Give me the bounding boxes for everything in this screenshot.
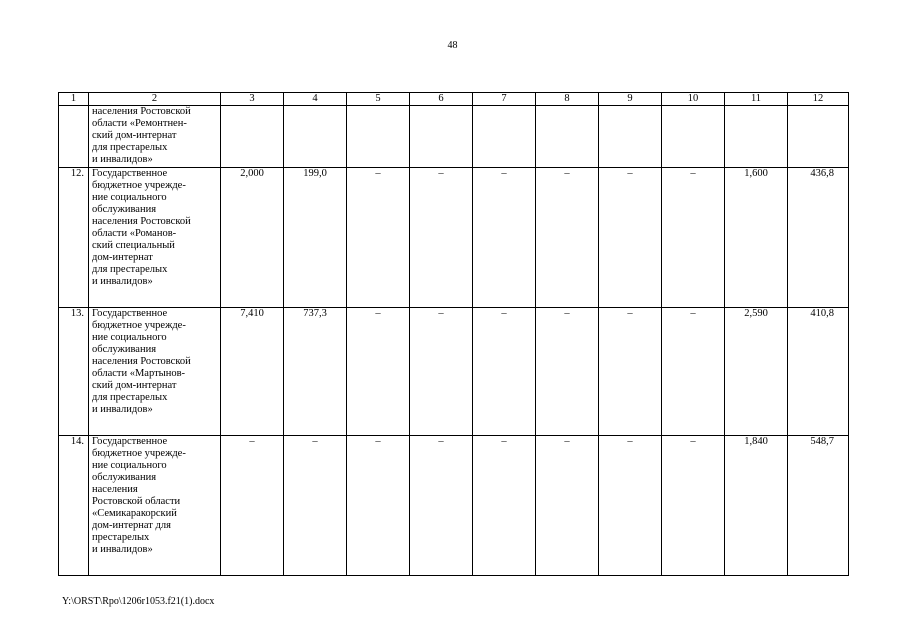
cell-col4: 737,3 [284,308,347,436]
row-number: 12. [59,168,89,308]
cell-col12: 548,7 [788,436,849,576]
cell-col8 [536,106,599,168]
cell-col11 [725,106,788,168]
cell-col3: 7,410 [221,308,284,436]
institution-name: населения Ростовской области «Ремонтнен- ский дом-интернат для престарелых и инвалидов» [89,106,221,168]
column-header: 1 [59,93,89,106]
cell-col9 [599,106,662,168]
cell-col8: – [536,168,599,308]
column-header: 6 [410,93,473,106]
cell-col5 [347,106,410,168]
column-header: 9 [599,93,662,106]
cell-col7 [473,106,536,168]
institution-name: Государственное бюджетное учрежде- ние социального обслуживания населения Ростовской области «Романов- ский специальный дом-интернат для престарелых и инвалидов» [89,168,221,308]
cell-col6 [410,106,473,168]
cell-col5: – [347,168,410,308]
table-row [59,436,849,576]
cell-col10 [662,106,725,168]
cell-col11: 2,590 [725,308,788,436]
row-number: 14. [59,436,89,576]
cell-col7: – [473,308,536,436]
cell-col10: – [662,308,725,436]
cell-col8: – [536,308,599,436]
institution-name: Государственное бюджетное учрежде- ние социального обслуживания населения Ростовской области «Мартынов- ский дом-интернат для престарелых и инвалидов» [89,308,221,436]
cell-col4 [284,106,347,168]
cell-col9: – [599,436,662,576]
cell-col3: 2,000 [221,168,284,308]
cell-col6: – [410,436,473,576]
cell-col6: – [410,308,473,436]
column-header: 2 [89,93,221,106]
data-table [58,92,849,576]
cell-col12 [788,106,849,168]
cell-col3: – [221,436,284,576]
cell-col4: – [284,436,347,576]
cell-col9: – [599,308,662,436]
cell-col5: – [347,436,410,576]
cell-col11: 1,600 [725,168,788,308]
cell-col10: – [662,436,725,576]
cell-col12: 410,8 [788,308,849,436]
table-row [59,106,849,168]
row-number: 13. [59,308,89,436]
cell-col4: 199,0 [284,168,347,308]
column-header: 4 [284,93,347,106]
column-header: 12 [788,93,849,106]
table-header-row [59,93,849,106]
cell-col11: 1,840 [725,436,788,576]
table-row [59,168,849,308]
cell-col3 [221,106,284,168]
cell-col12: 436,8 [788,168,849,308]
row-number [59,106,89,168]
cell-col7: – [473,168,536,308]
column-header: 5 [347,93,410,106]
page-number: 48 [447,40,458,51]
cell-col6: – [410,168,473,308]
cell-col10: – [662,168,725,308]
institution-name: Государственное бюджетное учрежде- ние социального обслуживания населения Ростовской области «Семикаракорский дом-интернат для престарелых и инвалидов» [89,436,221,576]
column-header: 3 [221,93,284,106]
column-header: 8 [536,93,599,106]
cell-col9: – [599,168,662,308]
column-header: 11 [725,93,788,106]
footer-file-path: Y:\ORST\Rpo\1206r1053.f21(1).docx [62,596,215,607]
column-header: 10 [662,93,725,106]
cell-col5: – [347,308,410,436]
column-header: 7 [473,93,536,106]
cell-col7: – [473,436,536,576]
table-row [59,308,849,436]
cell-col8: – [536,436,599,576]
